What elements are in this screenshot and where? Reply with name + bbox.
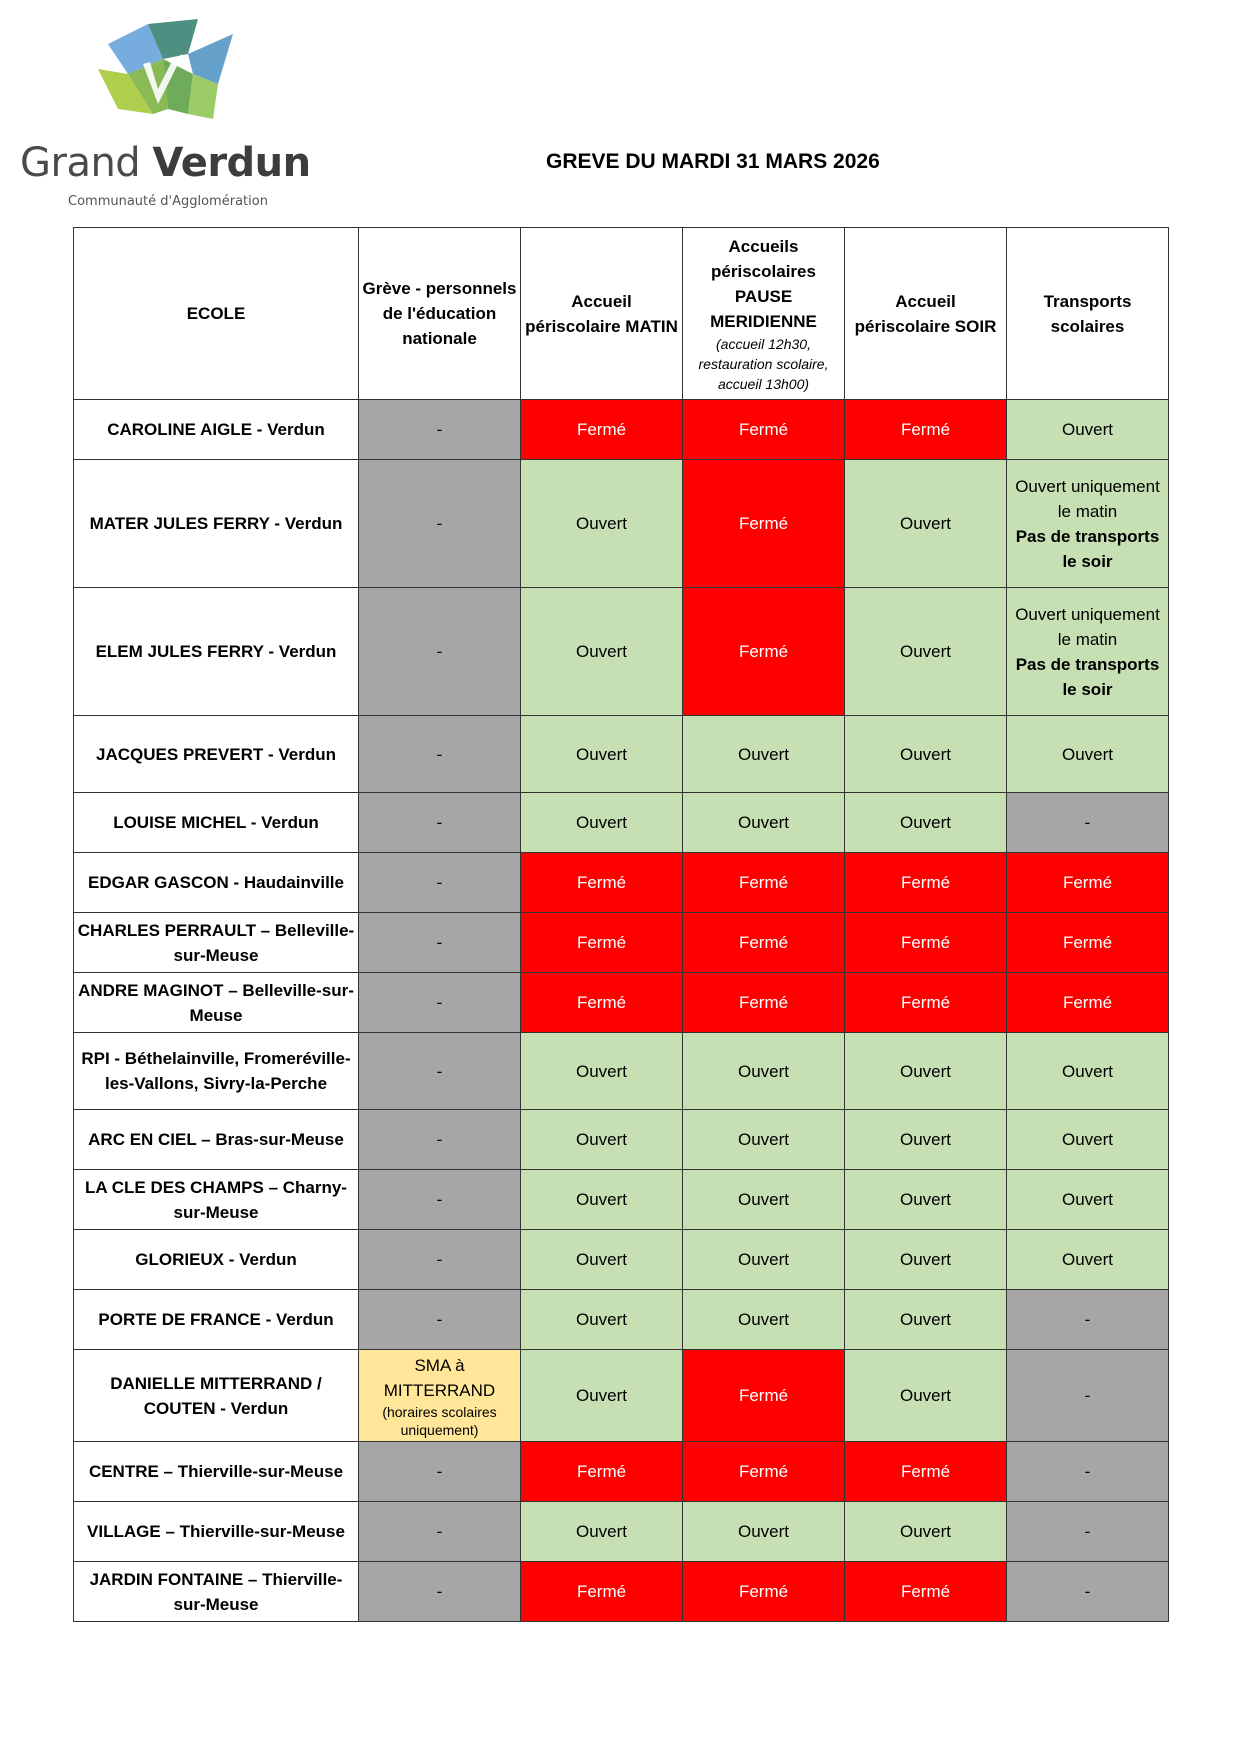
- cell-school: PORTE DE FRANCE - Verdun: [74, 1290, 359, 1350]
- table-row: [74, 716, 1169, 793]
- cell-matin: Ouvert: [521, 793, 683, 853]
- cell-greve: -: [359, 588, 521, 716]
- cell-matin: Fermé: [521, 973, 683, 1033]
- cell-midi: Ouvert: [683, 1230, 845, 1290]
- table-row: [74, 1502, 1169, 1562]
- cell-school: VILLAGE – Thierville-sur-Meuse: [74, 1502, 359, 1562]
- cell-school: JARDIN FONTAINE – Thierville-sur-Meuse: [74, 1562, 359, 1622]
- cell-greve: -: [359, 1562, 521, 1622]
- cell-midi: Fermé: [683, 853, 845, 913]
- cell-matin: Ouvert: [521, 1350, 683, 1442]
- transport-note-evening: Pas de transports le soir: [1015, 526, 1160, 571]
- cell-soir: Ouvert: [845, 460, 1007, 588]
- cell-soir: Ouvert: [845, 588, 1007, 716]
- cell-transports: Ouvert: [1007, 1230, 1169, 1290]
- cell-greve: -: [359, 1170, 521, 1230]
- cell-greve: -: [359, 913, 521, 973]
- cell-transports: -: [1007, 1562, 1169, 1622]
- cell-school: RPI - Béthelainville, Fromeréville-les-Vallons, Sivry-la-Perche: [74, 1033, 359, 1110]
- table-row: [74, 1170, 1169, 1230]
- cell-midi: Ouvert: [683, 1170, 845, 1230]
- cell-transports: -: [1007, 1290, 1169, 1350]
- cell-matin: Fermé: [521, 913, 683, 973]
- header-ecole: ECOLE: [74, 228, 359, 400]
- cell-soir: Ouvert: [845, 1110, 1007, 1170]
- header-midi-label: Accueils périscolaires PAUSE MERIDIENNE: [710, 236, 817, 331]
- cell-greve: -: [359, 460, 521, 588]
- cell-greve: -: [359, 1230, 521, 1290]
- transport-note-evening: Pas de transports le soir: [1015, 654, 1160, 699]
- cell-matin: Ouvert: [521, 1033, 683, 1110]
- cell-matin: Ouvert: [521, 1110, 683, 1170]
- table-row: [74, 1230, 1169, 1290]
- cell-soir: Fermé: [845, 1442, 1007, 1502]
- cell-greve: -: [359, 1502, 521, 1562]
- cell-greve: -: [359, 973, 521, 1033]
- table-row: [74, 1110, 1169, 1170]
- cell-midi: Fermé: [683, 1562, 845, 1622]
- cell-greve: -: [359, 1110, 521, 1170]
- cell-school: LA CLE DES CHAMPS – Charny-sur-Meuse: [74, 1170, 359, 1230]
- cell-transports: Fermé: [1007, 913, 1169, 973]
- cell-transports: [1007, 588, 1169, 716]
- cell-greve: [359, 1350, 521, 1442]
- table-row: [74, 460, 1169, 588]
- cell-greve: -: [359, 1442, 521, 1502]
- table-row: [74, 588, 1169, 716]
- cell-school: JACQUES PREVERT - Verdun: [74, 716, 359, 793]
- strike-status-table: [73, 227, 1169, 1622]
- header-soir: Accueil périscolaire SOIR: [845, 228, 1007, 400]
- cell-midi: Fermé: [683, 400, 845, 460]
- cell-soir: Fermé: [845, 1562, 1007, 1622]
- cell-soir: Fermé: [845, 853, 1007, 913]
- logo-wordmark: Grand Verdun: [20, 140, 311, 186]
- cell-school: EDGAR GASCON - Haudainville: [74, 853, 359, 913]
- cell-school: ELEM JULES FERRY - Verdun: [74, 588, 359, 716]
- cell-greve: -: [359, 793, 521, 853]
- cell-school: CHARLES PERRAULT – Belleville-sur-Meuse: [74, 913, 359, 973]
- header-midi: [683, 228, 845, 400]
- cell-school: GLORIEUX - Verdun: [74, 1230, 359, 1290]
- cell-soir: Ouvert: [845, 1290, 1007, 1350]
- cell-midi: Fermé: [683, 1442, 845, 1502]
- cell-midi: Fermé: [683, 973, 845, 1033]
- header-transports: Transports scolaires: [1007, 228, 1169, 400]
- cell-greve: -: [359, 716, 521, 793]
- table-row: [74, 1290, 1169, 1350]
- cell-soir: Ouvert: [845, 793, 1007, 853]
- cell-greve: -: [359, 1290, 521, 1350]
- sma-note: (horaires scolaires uniquement): [382, 1403, 497, 1438]
- cell-midi: Ouvert: [683, 716, 845, 793]
- cell-transports: Ouvert: [1007, 1033, 1169, 1110]
- page-title: GREVE DU MARDI 31 MARS 2026: [546, 150, 880, 173]
- cell-soir: Ouvert: [845, 1230, 1007, 1290]
- header-row: [74, 228, 1169, 400]
- cell-soir: Ouvert: [845, 716, 1007, 793]
- table-row: [74, 400, 1169, 460]
- table-row: [74, 1442, 1169, 1502]
- cell-soir: Ouvert: [845, 1350, 1007, 1442]
- cell-school: DANIELLE MITTERRAND / COUTEN - Verdun: [74, 1350, 359, 1442]
- cell-soir: Fermé: [845, 400, 1007, 460]
- cell-soir: Fermé: [845, 913, 1007, 973]
- table-row: [74, 1033, 1169, 1110]
- cell-school: ANDRE MAGINOT – Belleville-sur-Meuse: [74, 973, 359, 1033]
- cell-school: LOUISE MICHEL - Verdun: [74, 793, 359, 853]
- cell-soir: Ouvert: [845, 1033, 1007, 1110]
- cell-transports: Ouvert: [1007, 716, 1169, 793]
- cell-soir: Fermé: [845, 973, 1007, 1033]
- cell-matin: Ouvert: [521, 1290, 683, 1350]
- cell-matin: Ouvert: [521, 460, 683, 588]
- cell-transports: Ouvert: [1007, 1110, 1169, 1170]
- cell-transports: Fermé: [1007, 973, 1169, 1033]
- cell-matin: Ouvert: [521, 1230, 683, 1290]
- cell-transports: [1007, 460, 1169, 588]
- table-row: [74, 793, 1169, 853]
- cell-midi: Ouvert: [683, 793, 845, 853]
- cell-greve: -: [359, 400, 521, 460]
- transport-note-morning: Ouvert uniquement le matin: [1015, 604, 1160, 649]
- cell-matin: Fermé: [521, 400, 683, 460]
- cell-transports: Fermé: [1007, 853, 1169, 913]
- cell-greve: -: [359, 1033, 521, 1110]
- cell-transports: -: [1007, 1442, 1169, 1502]
- cell-midi: Fermé: [683, 1350, 845, 1442]
- grand-verdun-logo-icon: [88, 14, 268, 134]
- cell-midi: Fermé: [683, 460, 845, 588]
- cell-midi: Ouvert: [683, 1290, 845, 1350]
- cell-matin: Fermé: [521, 1562, 683, 1622]
- table-row: [74, 1350, 1169, 1442]
- cell-soir: Ouvert: [845, 1502, 1007, 1562]
- cell-midi: Ouvert: [683, 1033, 845, 1110]
- table-row: [74, 973, 1169, 1033]
- cell-school: CAROLINE AIGLE - Verdun: [74, 400, 359, 460]
- cell-matin: Ouvert: [521, 1170, 683, 1230]
- cell-school: CENTRE – Thierville-sur-Meuse: [74, 1442, 359, 1502]
- header-matin: Accueil périscolaire MATIN: [521, 228, 683, 400]
- table-body: [74, 400, 1169, 1622]
- cell-transports: -: [1007, 1502, 1169, 1562]
- header-midi-note: (accueil 12h30, restauration scolaire, accueil 13h00): [698, 335, 829, 392]
- cell-midi: Fermé: [683, 588, 845, 716]
- cell-greve: -: [359, 853, 521, 913]
- transport-note-morning: Ouvert uniquement le matin: [1015, 476, 1160, 521]
- sma-label: SMA à MITTERRAND: [383, 1355, 496, 1400]
- cell-transports: -: [1007, 1350, 1169, 1442]
- cell-matin: Ouvert: [521, 716, 683, 793]
- cell-school: MATER JULES FERRY - Verdun: [74, 460, 359, 588]
- cell-transports: Ouvert: [1007, 1170, 1169, 1230]
- table-row: [74, 853, 1169, 913]
- cell-matin: Ouvert: [521, 588, 683, 716]
- table-row: [74, 1562, 1169, 1622]
- header-greve: Grève - personnels de l'éducation nationale: [359, 228, 521, 400]
- cell-midi: Ouvert: [683, 1502, 845, 1562]
- cell-school: ARC EN CIEL – Bras-sur-Meuse: [74, 1110, 359, 1170]
- cell-matin: Fermé: [521, 853, 683, 913]
- cell-midi: Ouvert: [683, 1110, 845, 1170]
- table-row: [74, 913, 1169, 973]
- logo-subtitle: Communauté d'Agglomération: [68, 194, 268, 209]
- cell-matin: Ouvert: [521, 1502, 683, 1562]
- cell-transports: -: [1007, 793, 1169, 853]
- logo: [18, 14, 318, 214]
- cell-transports: Ouvert: [1007, 400, 1169, 460]
- cell-soir: Ouvert: [845, 1170, 1007, 1230]
- cell-matin: Fermé: [521, 1442, 683, 1502]
- cell-midi: Fermé: [683, 913, 845, 973]
